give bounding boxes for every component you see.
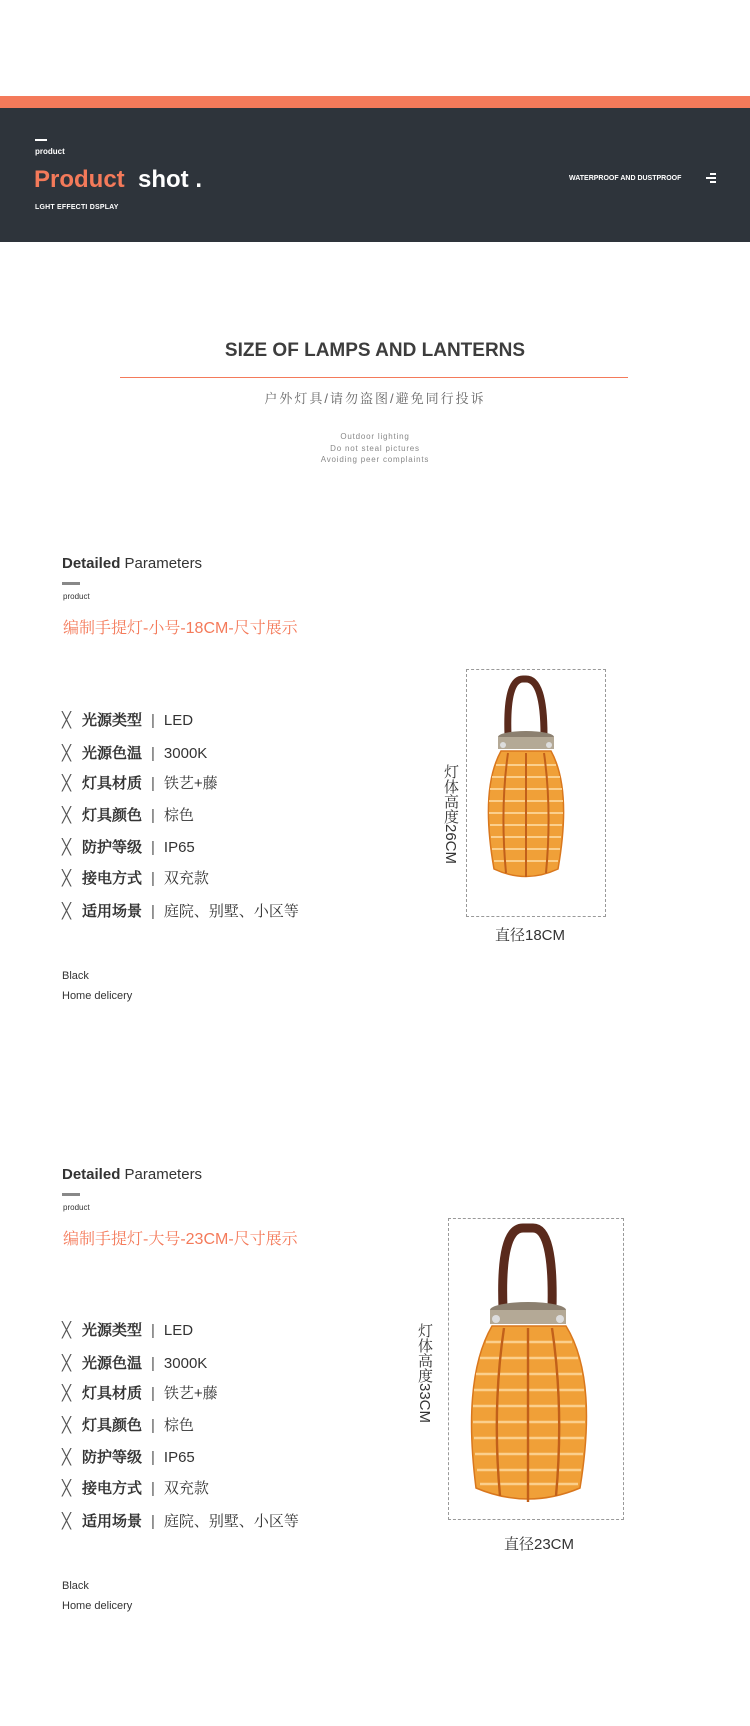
cross-icon: ╳ <box>62 1449 72 1466</box>
cross-icon: ╳ <box>62 1480 72 1497</box>
cross-icon: ╳ <box>62 745 72 762</box>
banner-title-rest: shot . <box>138 166 203 193</box>
note-line: Outdoor lighting <box>340 432 410 441</box>
banner-right-label: WATERPROOF AND DUSTPROOF <box>569 175 682 182</box>
cross-icon: ╳ <box>62 1322 72 1339</box>
param-row: ╳ 灯具颜色 | 棕色 <box>62 1417 194 1434</box>
diameter-label: 直径18CM <box>495 927 566 944</box>
param-row: ╳ 光源色温 | 3000K <box>62 745 208 762</box>
cross-icon: ╳ <box>62 712 72 729</box>
param-row: ╳ 灯具材质 | 铁艺+藤 <box>62 775 218 792</box>
params-block-small <box>0 555 750 1115</box>
param-row: ╳ 防护等级 | IP65 <box>62 1449 195 1466</box>
cross-icon: ╳ <box>62 1513 72 1530</box>
banner-small-label: product <box>35 147 65 156</box>
param-row: ╳ 接电方式 | 双充款 <box>62 1480 209 1497</box>
heading-bar <box>62 1193 80 1196</box>
note-line: Avoiding peer complaints <box>320 455 430 464</box>
size-divider <box>120 377 628 378</box>
params-block-large <box>0 1166 750 1726</box>
heading-bar <box>62 582 80 585</box>
cross-icon: ╳ <box>62 870 72 887</box>
cross-icon: ╳ <box>62 1417 72 1434</box>
menu-lines-icon[interactable] <box>706 173 716 183</box>
cross-icon: ╳ <box>62 775 72 792</box>
size-title: SIZE OF LAMPS AND LANTERNS <box>224 340 526 361</box>
size-subtitle-cn: 户外灯具/请勿盗图/避免同行投诉 <box>264 391 486 406</box>
diameter-label: 直径23CM <box>504 1536 575 1553</box>
height-label: 灯体高度33CM <box>416 1323 433 1424</box>
param-row: ╳ 光源类型 | LED <box>62 1322 194 1339</box>
note-line: Do not steal pictures <box>330 444 420 453</box>
product-title: 编制手提灯-大号-23CM-尺寸展示 <box>63 1231 298 1248</box>
detailed-parameters-heading: Detailed Parameters <box>62 555 203 572</box>
param-row: ╳ 防护等级 | IP65 <box>62 839 195 856</box>
param-row: ╳ 适用场景 | 庭院、别墅、小区等 <box>62 1513 299 1530</box>
block-small-label: product <box>63 592 90 601</box>
param-row: ╳ 灯具材质 | 铁艺+藤 <box>62 1385 218 1402</box>
height-label: 灯体高度26CM <box>442 764 459 865</box>
param-row: ╳ 光源色温 | 3000K <box>62 1355 208 1372</box>
cross-icon: ╳ <box>62 903 72 920</box>
detailed-parameters-heading: Detailed Parameters <box>62 1166 203 1183</box>
param-row: ╳ 光源类型 | LED <box>62 712 194 729</box>
color-label: Black <box>62 970 89 982</box>
home-delivery-label: Home delicery <box>62 1600 133 1612</box>
banner-title <box>34 166 202 194</box>
cross-icon: ╳ <box>62 807 72 824</box>
color-label: Black <box>62 1580 89 1592</box>
param-row: ╳ 接电方式 | 双充款 <box>62 870 209 887</box>
cross-icon: ╳ <box>62 1385 72 1402</box>
lantern-small-image <box>466 669 604 915</box>
lantern-large-image <box>448 1218 622 1518</box>
cross-icon: ╳ <box>62 1355 72 1372</box>
product-title: 编制手提灯-小号-18CM-尺寸展示 <box>63 620 298 637</box>
banner-subtitle: LGHT EFFECTI DSPLAY <box>35 204 119 211</box>
param-row: ╳ 灯具颜色 | 棕色 <box>62 807 194 824</box>
banner-title-accent: Product <box>34 166 125 193</box>
accent-stripe <box>0 96 750 108</box>
banner-dash <box>35 139 47 141</box>
cross-icon: ╳ <box>62 839 72 856</box>
home-delivery-label: Home delicery <box>62 990 133 1002</box>
param-row: ╳ 适用场景 | 庭院、别墅、小区等 <box>62 903 299 920</box>
block-small-label: product <box>63 1203 90 1212</box>
